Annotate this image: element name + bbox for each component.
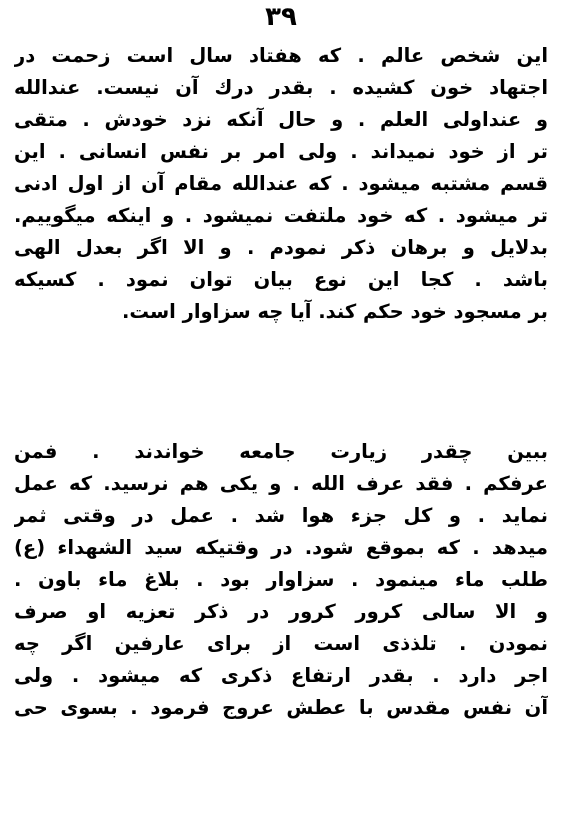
text-line: آن نفس مقدس با عطش عروج فرمود . بسوی حی — [14, 696, 548, 719]
text-line: عرفکم . فقد عرف الله . و یکی هم نرسید. که عمل — [14, 472, 548, 495]
text-line: ببین چقدر زیارت جامعه خواندند . فمن — [14, 440, 548, 463]
text-line: بر مسجود خود حکم کند. آیا چه سزاوار است. — [121, 300, 548, 323]
page-number: ۳۹ — [265, 2, 297, 32]
text-line: و عنداولی العلم . و حال آنکه نزد خودش . متقی — [14, 108, 548, 131]
text-line: میدهد . که بموقع شود. در وقتیکه سید الشهداء (ع) — [14, 536, 548, 559]
text-line: و الا سالی کرور کرور در ذکر تعزیه او صرف — [14, 600, 548, 623]
text-line: اجتهاد خون کشیده . بقدر درك آن نیست. عندالله — [14, 76, 548, 99]
text-line: اجر دارد . بقدر ارتفاع ذکری که میشود . ولی — [14, 664, 548, 687]
text-line: بدلایل و برهان ذکر نمودم . و الا اگر بعدل الهی — [14, 236, 548, 259]
text-line: قسم مشتبه میشود . که عندالله مقام آن از اول ادنی — [14, 172, 548, 195]
text-line: نمودن . تلذذی است از برای عارفین اگر چه — [14, 632, 548, 655]
text-line: طلب ماء مینمود . سزاوار بود . بلاغ ماء باون . — [14, 568, 548, 591]
paragraph-1 — [14, 40, 548, 328]
text-line: تر از خود نمیداند . ولی امر بر نفس انسانی . این — [14, 140, 548, 163]
text-line: باشد . کجا این نوع بیان توان نمود . کسیکه — [14, 268, 548, 291]
text-line: تر میشود . که خود ملتفت نمیشود . و اینکه میگوییم. — [14, 204, 548, 227]
paragraph-2 — [14, 436, 548, 724]
text-line: این شخص عالم . که هفتاد سال است زحمت در — [14, 44, 548, 67]
text-line: نماید . و کل جزء هوا شد . عمل در وقتی ثمر — [14, 504, 548, 527]
